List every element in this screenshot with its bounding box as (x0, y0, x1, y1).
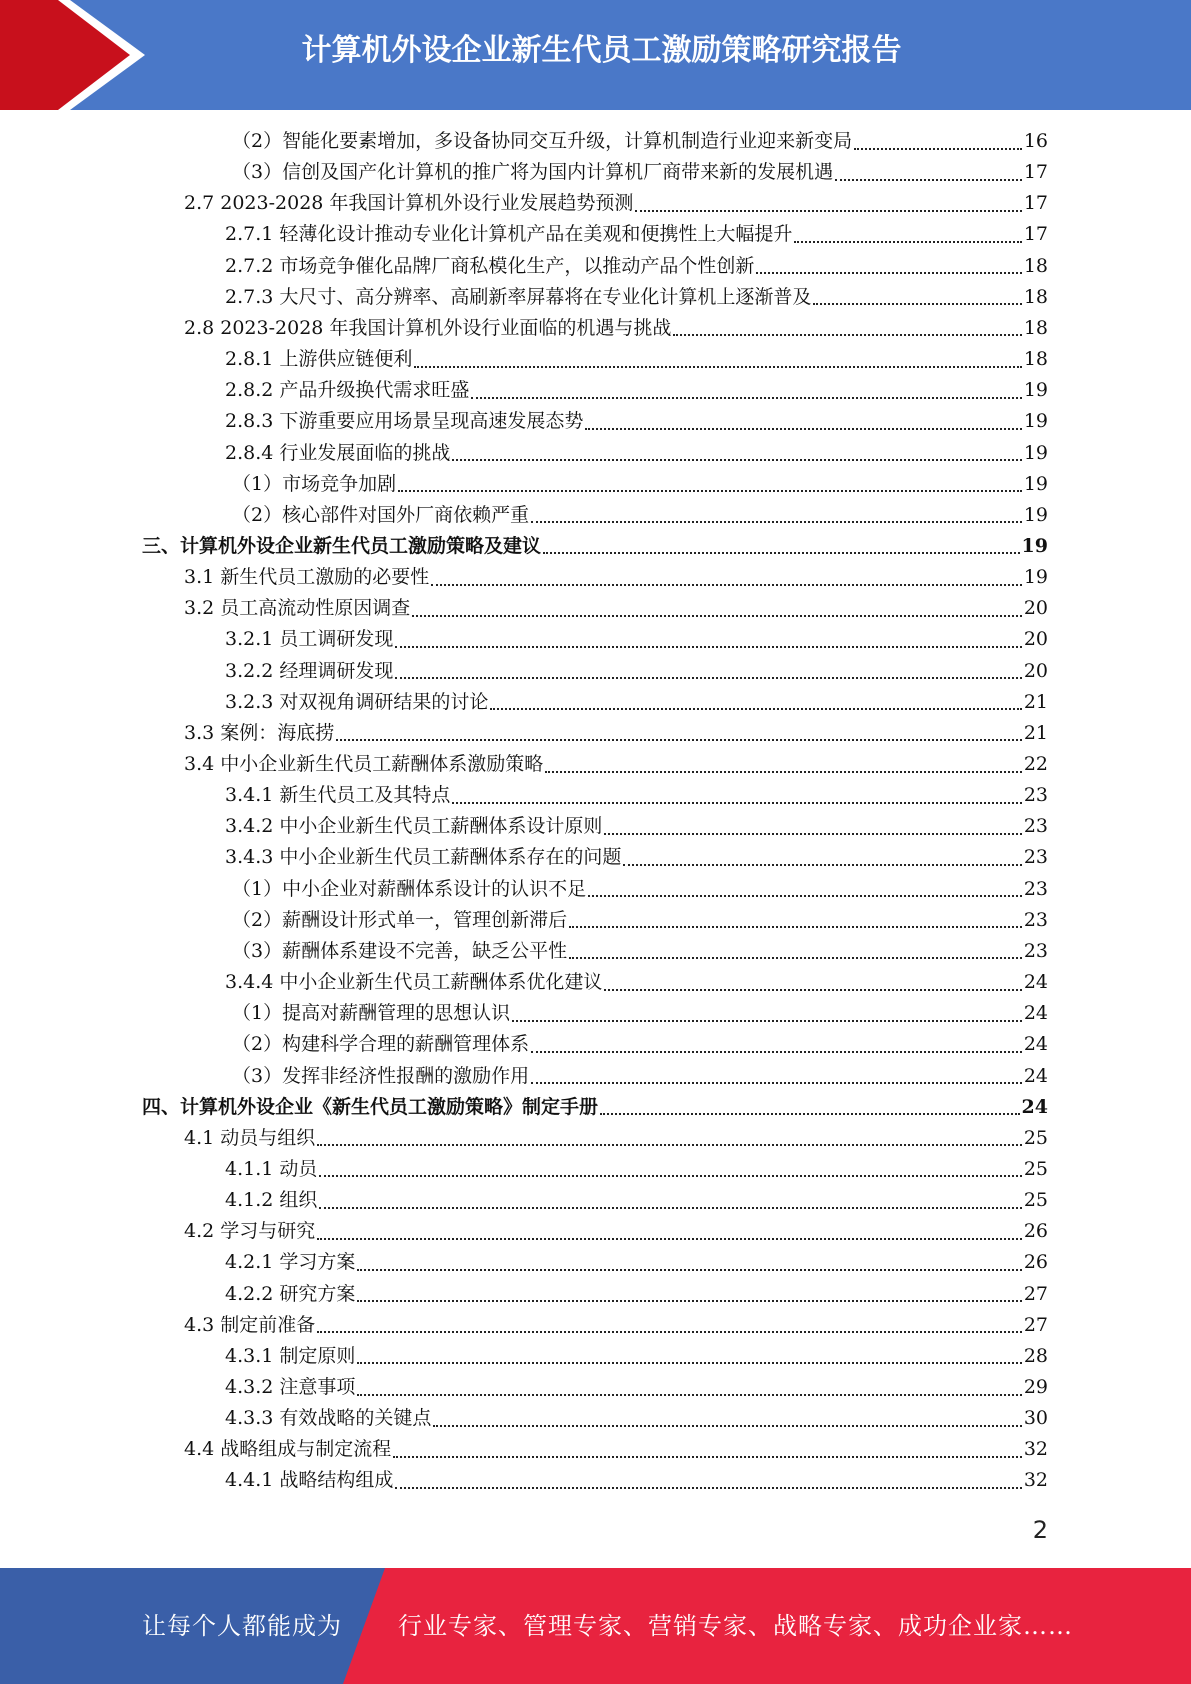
toc-entry-label: 3.2.2 经理调研发现 (225, 659, 394, 682)
toc-entry-page: 18 (1023, 285, 1048, 308)
toc-entry[interactable] (232, 1029, 1048, 1060)
toc-entry-page: 24 (1023, 1064, 1048, 1087)
toc-entry[interactable] (225, 1247, 1048, 1278)
toc-entry-page: 27 (1023, 1282, 1048, 1305)
toc-entry-label: 4.1.2 组织 (225, 1189, 318, 1212)
toc-entry-label: 2.8.3 下游重要应用场景呈现高速发展态势 (225, 410, 584, 433)
toc-entry-page: 19 (1021, 534, 1048, 557)
toc-entry-page: 32 (1023, 1438, 1048, 1461)
toc-entry-label: 3.4.2 中小企业新生代员工薪酬体系设计原则 (225, 815, 603, 838)
toc-entry-page: 19 (1023, 410, 1048, 433)
toc-entry[interactable] (225, 438, 1048, 469)
toc-entry-page: 22 (1023, 753, 1048, 775)
toc-entry-page: 16 (1023, 130, 1048, 152)
toc-entry-page: 24 (1023, 1033, 1048, 1056)
toc-dot-leader (357, 1300, 1021, 1302)
toc-entry[interactable] (232, 1061, 1048, 1092)
toc-entry[interactable] (225, 344, 1048, 375)
toc-dot-leader (756, 272, 1021, 274)
toc-entry-page: 23 (1023, 877, 1048, 900)
toc-entry[interactable] (225, 1403, 1048, 1434)
toc-entry[interactable] (184, 749, 1048, 780)
toc-entry[interactable] (225, 967, 1048, 998)
toc-entry-label: 3.1 新生代员工激励的必要性 (184, 566, 430, 589)
toc-entry-page: 20 (1023, 597, 1048, 620)
toc-dot-leader (569, 926, 1022, 928)
toc-entry[interactable] (184, 1216, 1048, 1247)
toc-entry[interactable] (225, 1279, 1048, 1310)
toc-entry-label: 4.1 动员与组织 (184, 1126, 316, 1149)
toc-entry[interactable] (232, 157, 1048, 188)
toc-dot-leader (531, 1082, 1022, 1084)
toc-entry[interactable] (142, 1092, 1048, 1123)
toc-dot-leader (395, 1487, 1021, 1489)
toc-entry[interactable] (184, 718, 1048, 749)
toc-entry-page: 27 (1023, 1313, 1048, 1336)
toc-entry-page: 19 (1023, 472, 1048, 495)
toc-entry-label: （1）提高对薪酬管理的思想认识 (232, 1002, 511, 1025)
toc-entry-label: 3.2.3 对双视角调研结果的讨论 (225, 690, 489, 713)
toc-entry-page: 30 (1023, 1407, 1048, 1430)
toc-dot-leader (531, 1051, 1022, 1053)
toc-entry[interactable] (225, 1341, 1048, 1372)
toc-entry-label: 3.3 案例：海底捞 (184, 721, 335, 744)
toc-entry-page: 23 (1023, 939, 1048, 962)
toc-entry-page: 17 (1023, 192, 1048, 215)
toc-entry[interactable] (225, 375, 1048, 406)
page-header-banner (0, 0, 1191, 110)
toc-entry-label: 4.2.1 学习方案 (225, 1251, 356, 1274)
toc-dot-leader (623, 864, 1021, 866)
toc-entry-label: 3.4.4 中小企业新生代员工薪酬体系优化建议 (225, 971, 603, 994)
toc-dot-leader (319, 1175, 1021, 1177)
toc-entry-page: 29 (1023, 1376, 1048, 1398)
toc-entry-label: （3）薪酬体系建设不完善，缺乏公平性 (232, 939, 568, 962)
toc-entry-page: 23 (1023, 815, 1048, 838)
toc-entry[interactable] (225, 219, 1048, 250)
toc-dot-leader (336, 739, 1022, 741)
toc-dot-leader (813, 303, 1021, 305)
toc-entry-label: 3.2 员工高流动性原因调查 (184, 597, 411, 620)
toc-entry[interactable] (225, 406, 1048, 437)
toc-entry-label: 2.8.1 上游供应链便利 (225, 348, 413, 371)
toc-entry[interactable] (225, 1465, 1048, 1496)
toc-entry-label: 3.4.3 中小企业新生代员工薪酬体系存在的问题 (225, 846, 622, 869)
toc-entry-label: 3.2.1 员工调研发现 (225, 628, 394, 651)
toc-entry[interactable] (225, 251, 1048, 282)
toc-entry-label: （2）智能化要素增加，多设备协同交互升级，计算机制造行业迎来新变局 (232, 130, 853, 152)
toc-entry-page: 18 (1023, 316, 1048, 339)
toc-entry[interactable] (142, 531, 1048, 562)
toc-dot-leader (512, 1020, 1022, 1022)
toc-entry-page: 19 (1023, 566, 1048, 589)
toc-entry-label: 四、计算机外设企业《新生代员工激励策略》制定手册 (142, 1095, 599, 1118)
toc-entry-label: 4.3 制定前准备 (184, 1313, 316, 1336)
toc-dot-leader (635, 210, 1021, 212)
toc-entry-label: （2）核心部件对国外厂商依赖严重 (232, 503, 530, 526)
toc-entry-label: 三、计算机外设企业新生代员工激励策略及建议 (142, 534, 542, 557)
toc-entry[interactable] (232, 469, 1048, 500)
toc-dot-leader (317, 1144, 1022, 1146)
toc-entry-label: 2.8 2023-2028 年我国计算机外设行业面临的机遇与挑战 (184, 316, 672, 339)
toc-entry-page: 18 (1023, 254, 1048, 277)
toc-dot-leader (543, 552, 1020, 554)
toc-dot-leader (319, 1207, 1021, 1209)
toc-entry-label: 2.7 2023-2028 年我国计算机外设行业发展趋势预测 (184, 192, 634, 215)
toc-entry-page: 19 (1023, 441, 1048, 464)
toc-entry-page: 25 (1023, 1157, 1048, 1180)
toc-entry[interactable] (184, 313, 1048, 344)
toc-dot-leader (414, 366, 1021, 368)
toc-dot-leader (412, 615, 1022, 617)
toc-entry[interactable] (184, 593, 1048, 624)
toc-entry-page: 23 (1023, 784, 1048, 807)
toc-entry[interactable] (225, 1185, 1048, 1216)
toc-dot-leader (357, 1362, 1021, 1364)
toc-entry-label: 4.3.1 制定原则 (225, 1344, 356, 1367)
toc-dot-leader (490, 708, 1021, 710)
toc-entry-page: 26 (1023, 1251, 1048, 1274)
toc-dot-leader (433, 1425, 1021, 1427)
toc-entry[interactable] (225, 282, 1048, 313)
toc-entry[interactable] (184, 188, 1048, 219)
toc-entry-label: 4.3.2 注意事项 (225, 1376, 356, 1398)
toc-entry-label: （1）市场竞争加剧 (232, 472, 397, 495)
toc-dot-leader (393, 1456, 1022, 1458)
toc-dot-leader (604, 989, 1021, 991)
toc-entry-label: 2.7.2 市场竞争催化品牌厂商私模化生产，以推动产品个性创新 (225, 254, 755, 277)
toc-dot-leader (398, 490, 1022, 492)
footer-slogan-right: 行业专家、管理专家、营销专家、战略专家、成功企业家…… (398, 1612, 1073, 1640)
toc-entry-page: 21 (1023, 721, 1048, 744)
toc-entry-page: 17 (1023, 161, 1048, 184)
toc-entry-page: 24 (1021, 1095, 1048, 1118)
toc-entry-label: 3.4 中小企业新生代员工薪酬体系激励策略 (184, 753, 544, 775)
toc-entry[interactable] (232, 126, 1048, 157)
toc-entry[interactable] (225, 811, 1048, 842)
toc-entry[interactable] (232, 998, 1048, 1029)
toc-entry-page: 32 (1023, 1469, 1048, 1492)
toc-entry-page: 19 (1023, 503, 1048, 526)
toc-dot-leader (585, 428, 1021, 430)
toc-entry-label: 2.8.2 产品升级换代需求旺盛 (225, 379, 470, 402)
toc-dot-leader (531, 521, 1022, 523)
toc-entry-label: 4.1.1 动员 (225, 1157, 318, 1180)
toc-entry-label: 4.2.2 研究方案 (225, 1282, 356, 1305)
toc-entry-page: 26 (1023, 1220, 1048, 1243)
toc-entry-label: 4.4 战略组成与制定流程 (184, 1438, 392, 1461)
document-title: 计算机外设企业新生代员工激励策略研究报告 (301, 33, 902, 68)
toc-dot-leader (569, 957, 1022, 959)
footer-slogan-left: 让每个人都能成为 (142, 1612, 342, 1640)
toc-entry[interactable] (225, 842, 1048, 873)
toc-entry[interactable] (232, 905, 1048, 936)
toc-entry-page: 23 (1023, 908, 1048, 931)
toc-dot-leader (471, 397, 1021, 399)
page-number: 2 (1032, 1516, 1048, 1544)
toc-entry[interactable] (232, 936, 1048, 967)
toc-dot-leader (604, 833, 1021, 835)
toc-entry[interactable] (225, 624, 1048, 655)
toc-entry[interactable] (184, 1434, 1048, 1465)
toc-entry[interactable] (225, 1372, 1048, 1403)
toc-dot-leader (395, 646, 1021, 648)
toc-entry[interactable] (225, 1154, 1048, 1185)
toc-dot-leader (545, 771, 1022, 773)
toc-dot-leader (794, 241, 1021, 243)
toc-entry[interactable] (184, 1123, 1048, 1154)
toc-entry-page: 25 (1023, 1189, 1048, 1212)
toc-dot-leader (600, 1113, 1020, 1115)
toc-dot-leader (431, 584, 1022, 586)
toc-entry[interactable] (232, 500, 1048, 531)
toc-entry[interactable] (232, 874, 1048, 905)
toc-entry-label: （2）构建科学合理的薪酬管理体系 (232, 1033, 530, 1056)
toc-entry-label: 4.2 学习与研究 (184, 1220, 316, 1243)
toc-entry-page: 18 (1023, 348, 1048, 371)
toc-entry-label: 4.4.1 战略结构组成 (225, 1469, 394, 1492)
toc-dot-leader (357, 1269, 1021, 1271)
toc-entry[interactable] (184, 1310, 1048, 1341)
toc-entry-label: （3）发挥非经济性报酬的激励作用 (232, 1064, 530, 1087)
toc-entry-label: （1）中小企业对薪酬体系设计的认识不足 (232, 877, 587, 900)
toc-dot-leader (854, 148, 1022, 150)
toc-entry[interactable] (225, 656, 1048, 687)
toc-dot-leader (835, 179, 1022, 181)
toc-dot-leader (452, 459, 1021, 461)
toc-entry-label: 4.3.3 有效战略的关键点 (225, 1407, 432, 1430)
toc-entry-page: 17 (1023, 223, 1048, 246)
toc-dot-leader (317, 1331, 1022, 1333)
page-footer-band (0, 1568, 1191, 1684)
toc-entry-page: 19 (1023, 379, 1048, 402)
toc-entry-page: 28 (1023, 1344, 1048, 1367)
toc-entry-page: 23 (1023, 846, 1048, 869)
toc-entry-page: 20 (1023, 628, 1048, 651)
toc-dot-leader (317, 1238, 1022, 1240)
toc-entry-label: （2）薪酬设计形式单一，管理创新滞后 (232, 908, 568, 931)
toc-entry-label: （3）信创及国产化计算机的推广将为国内计算机厂商带来新的发展机遇 (232, 161, 834, 184)
toc-dot-leader (395, 677, 1021, 679)
toc-entry[interactable] (225, 687, 1048, 718)
toc-entry-page: 21 (1023, 690, 1048, 713)
toc-entry-page: 25 (1023, 1126, 1048, 1149)
toc-entry-page: 24 (1023, 971, 1048, 994)
toc-entry-page: 24 (1023, 1002, 1048, 1025)
toc-entry[interactable] (225, 780, 1048, 811)
toc-dot-leader (357, 1394, 1021, 1396)
toc-dot-leader (588, 895, 1022, 897)
toc-entry-label: 2.7.3 大尺寸、高分辨率、高刷新率屏幕将在专业化计算机上逐渐普及 (225, 285, 812, 308)
toc-entry-label: 2.8.4 行业发展面临的挑战 (225, 441, 451, 464)
toc-dot-leader (673, 334, 1021, 336)
toc-entry-label: 2.7.1 轻薄化设计推动专业化计算机产品在美观和便携性上大幅提升 (225, 223, 793, 246)
toc-entry-page: 20 (1023, 659, 1048, 682)
toc-dot-leader (452, 802, 1021, 804)
toc-entry[interactable] (184, 562, 1048, 593)
toc-entry-label: 3.4.1 新生代员工及其特点 (225, 784, 451, 807)
